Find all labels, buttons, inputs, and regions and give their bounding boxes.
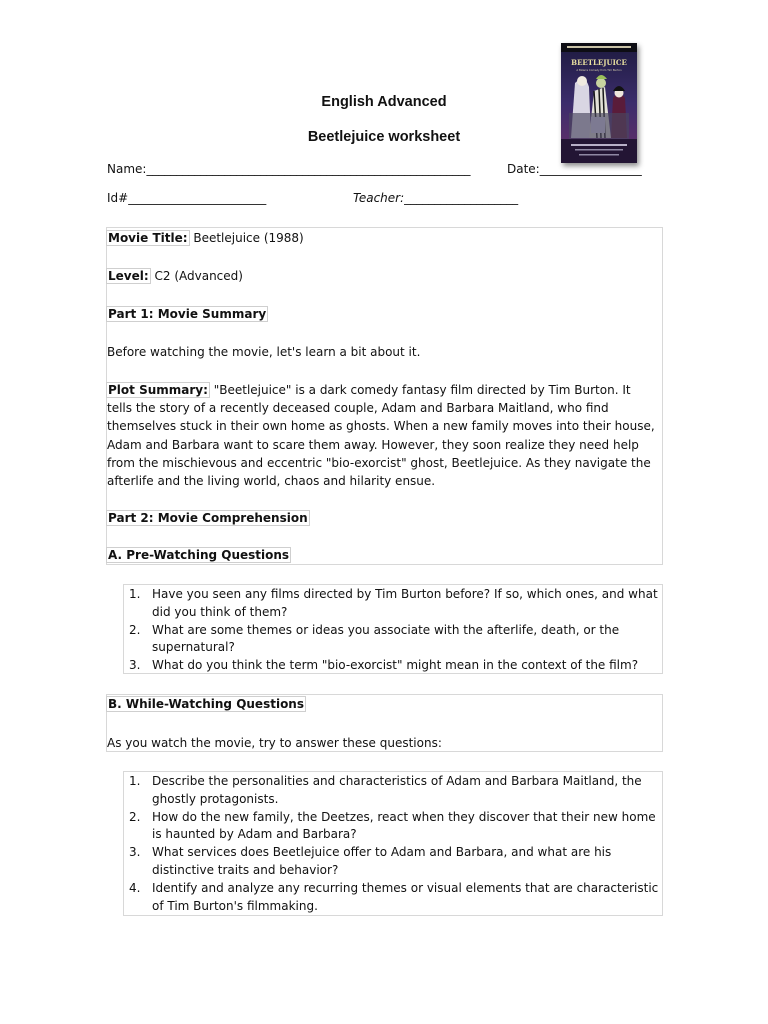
list-item [124, 622, 660, 658]
question-number: 1. [129, 774, 141, 788]
while-watching-heading-row [107, 695, 306, 713]
question-text: What are some themes or ideas you associate with the afterlife, death, or the supernatural? [152, 622, 620, 655]
part1-heading-row [107, 305, 268, 323]
part1-intro: Before watching the movie, let's learn a bit about it. [107, 345, 421, 359]
list-item [124, 844, 660, 880]
list-item [124, 773, 660, 809]
list-item [124, 586, 660, 622]
pre-watching-heading-row [107, 546, 291, 564]
id-field[interactable]: Id#_______________________ [107, 191, 267, 205]
plot-summary-text: "Beetlejuice" is a dark comedy fantasy film directed by Tim Burton. It tells the story of a recently deceased couple, Adam and Barbara Maitland, who find themselves stuck in their own home as ghosts. When a new family moves into their house, Adam and Barbara want to scare them away. However, they soon realize they need help from the mischievous and eccentric "bio-exorcist" ghost, Beetlejuice. As they navigate the afterlife and the living world, chaos and hilarity ensue. [107, 383, 655, 489]
movie-title-row [107, 229, 304, 247]
poster-title: BEETLEJUICE [571, 58, 627, 67]
level-value: C2 (Advanced) [150, 269, 243, 283]
question-number: 3. [129, 658, 141, 673]
list-item [124, 809, 660, 845]
question-number: 2. [129, 809, 141, 824]
while-watching-intro: As you watch the movie, try to answer these questions: [107, 736, 442, 750]
question-number: 2. [129, 622, 141, 637]
pre-watching-questions-list [124, 586, 660, 675]
question-text: Have you seen any films directed by Tim Burton before? If so, which ones, and what did you think of them? [152, 587, 658, 619]
pre-watching-heading: A. Pre-Watching Questions [108, 548, 290, 562]
poster-tagline: A Bizarre Comedy from Tim Burton [576, 69, 622, 72]
list-item [124, 657, 660, 675]
question-text: Describe the personalities and characteristics of Adam and Barbara Maitland, the ghostly protagonists. [152, 774, 642, 806]
plot-summary-paragraph [107, 381, 659, 490]
level-row [107, 267, 243, 285]
list-item [124, 880, 660, 916]
while-watching-questions-list [124, 773, 660, 915]
plot-summary-label: Plot Summary: [108, 383, 208, 397]
part1-heading: Part 1: Movie Summary [108, 307, 267, 321]
date-field[interactable]: Date:_________________ [507, 162, 642, 176]
while-watching-heading: B. While-Watching Questions [108, 697, 304, 711]
question-text: Identify and analyze any recurring themes or visual elements that are characteristic of Tim Burton's filmmaking. [152, 880, 659, 913]
question-text: How do the new family, the Deetzes, react when they discover that their new home is haunted by Adam and Barbara? [152, 809, 656, 842]
name-field[interactable]: Name:______________________________________________________ [107, 162, 471, 176]
worksheet-title: Beetlejuice worksheet [307, 129, 461, 145]
movie-title-value: Beetlejuice (1988) [189, 231, 304, 245]
part2-heading: Part 2: Movie Comprehension [108, 511, 308, 525]
question-number: 3. [129, 845, 141, 860]
part2-heading-row [107, 509, 310, 527]
movie-title-label: Movie Title: [108, 231, 188, 245]
question-number: 4. [129, 880, 141, 895]
question-number: 1. [129, 587, 141, 601]
question-text: What do you think the term "bio-exorcist" might mean in the context of the film? [152, 658, 639, 673]
teacher-field[interactable]: Teacher:___________________ [353, 191, 519, 205]
level-label: Level: [108, 269, 149, 283]
worksheet-course-title: English Advanced [321, 94, 447, 110]
question-text: What services does Beetlejuice offer to Adam and Barbara, and what are his distinctive traits and behavior? [152, 845, 612, 877]
